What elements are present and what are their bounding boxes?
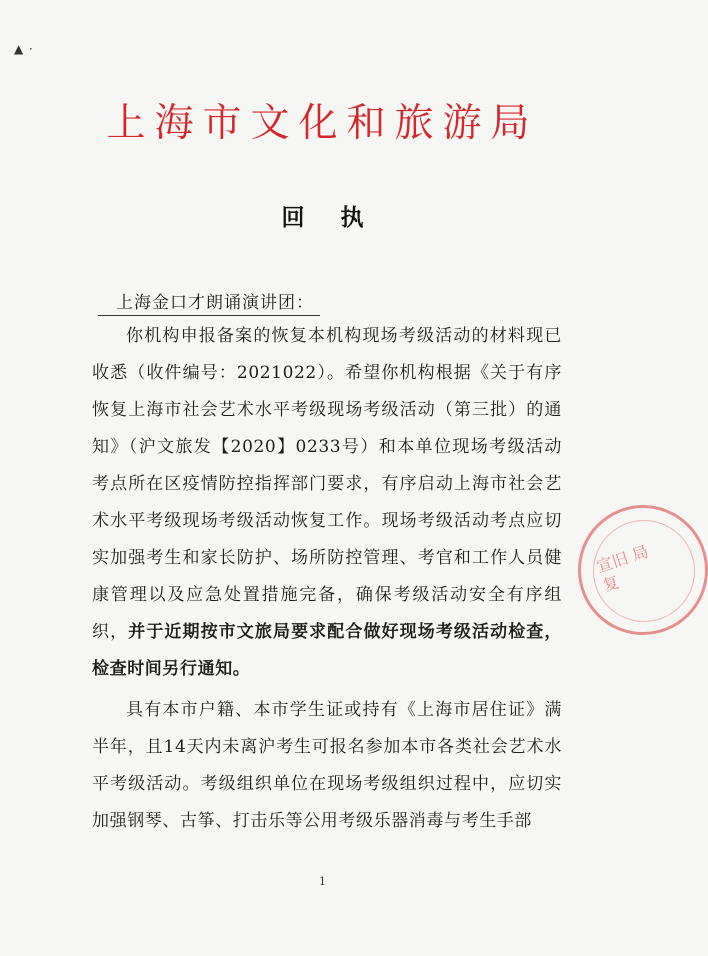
paragraph-1-text: 你机构申报备案的恢复本机构现场考级活动的材料现已收悉（收件编号：2021022）。希望你机构根据《关于有序恢复上海市社会艺术水平考级现场考级活动（第三批）的通知》（沪文旅发【2020】0233号）和本单位现场考级活动考点所在区疫情防控指挥部门要求，有序启动上海市社会艺术水平考级现场考级活动恢复工作。现场考级活动考点应切实加强考生和家长防护、场所防控管理、考官和工作人员健康管理以及应急处置措施完备，确保考级活动安全有序组织， xyxy=(92,326,562,642)
document-body xyxy=(92,318,562,844)
paragraph-1-bold-text: 并于近期按市文旅局要求配合做好现场考级活动检查，检查时间另行通知。 xyxy=(92,622,563,679)
body-paragraph-2 xyxy=(92,692,562,840)
paragraph-2-text: 具有本市户籍、本市学生证或持有《上海市居住证》满半年，且14天内未离沪考生可报名参加本市各类社会艺术水平考级活动。考级组织单位在现场考级组织过程中，应切实加强钢琴、古筝、打击乐等公用考级乐器消毒与考生手部 xyxy=(92,700,562,831)
page-number: 1 xyxy=(319,875,326,888)
corner-mark: ▲ · xyxy=(14,42,34,56)
recipient-line: 上海金口才朗诵演讲团： xyxy=(98,288,320,316)
stamp-text: 宣旧 局复 xyxy=(594,541,651,596)
body-paragraph-1 xyxy=(92,318,562,688)
issuing-authority-header: 上海市文化和旅游局 xyxy=(106,101,539,146)
official-seal-stamp xyxy=(578,505,708,635)
document-title: 回执 xyxy=(281,204,400,231)
